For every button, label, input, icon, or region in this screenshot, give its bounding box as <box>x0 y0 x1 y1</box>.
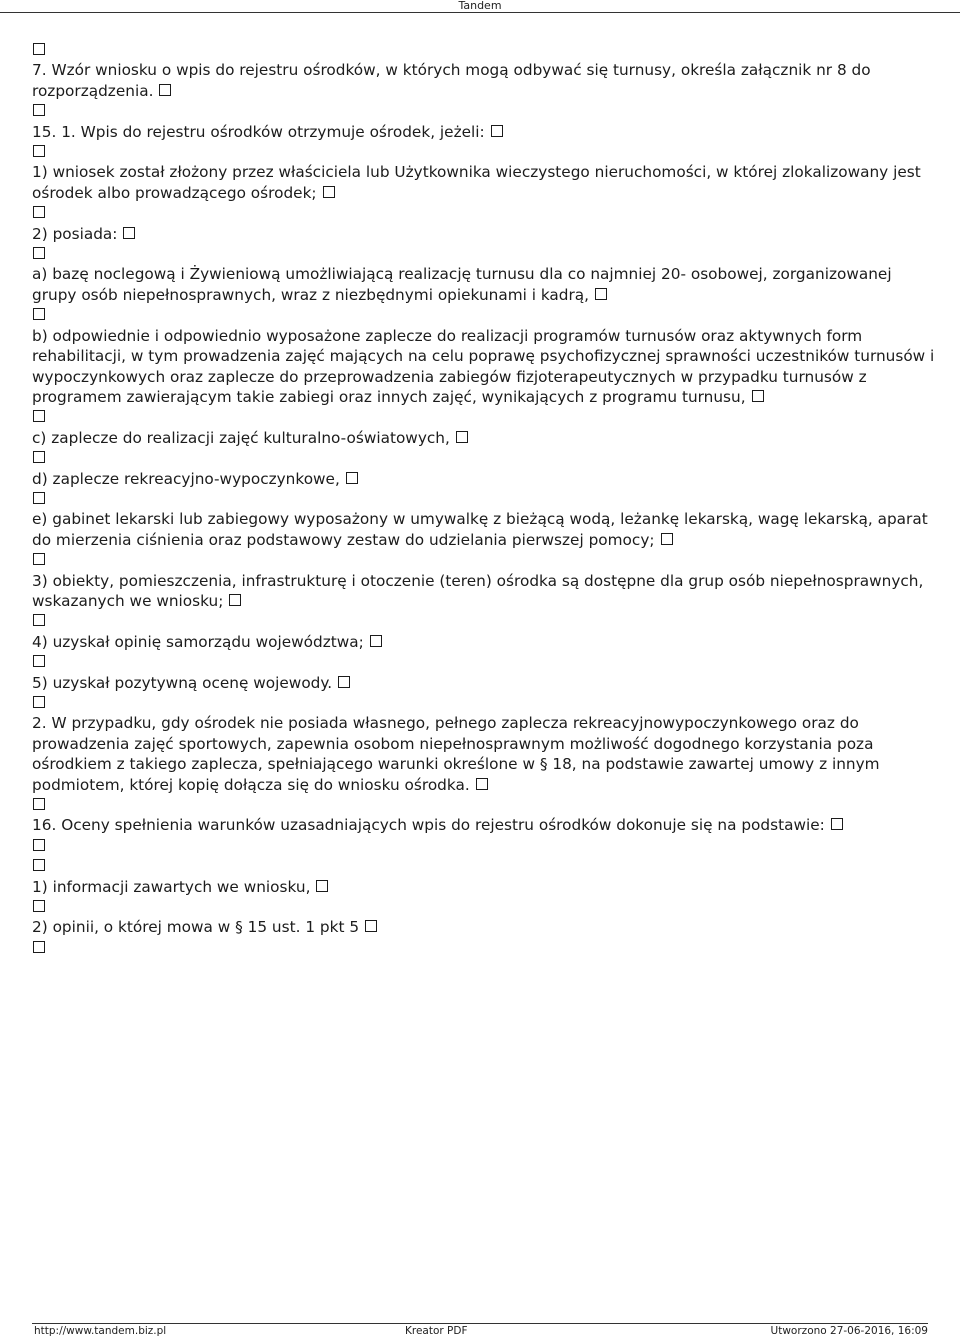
paragraph-text: 2) opinii, o której mowa w § 15 ust. 1 pkt 5 <box>32 918 360 937</box>
footer-created-date: Utworzono 27-06-2016, 16:09 <box>770 1325 928 1337</box>
paragraph-text: c) zaplecze do realizacji zajęć kulturalno-oświatowych, <box>32 428 450 447</box>
empty-square-icon <box>831 818 843 830</box>
empty-square-icon <box>33 104 45 116</box>
document-body <box>32 40 938 958</box>
empty-square-icon <box>33 145 45 157</box>
paragraph <box>32 469 938 489</box>
placeholder-line <box>32 203 938 223</box>
empty-square-icon <box>229 594 241 606</box>
empty-square-icon <box>33 247 45 259</box>
paragraph <box>32 877 938 897</box>
paragraph <box>32 326 938 408</box>
placeholder-line <box>32 550 938 570</box>
paragraph-text: 3) obiekty, pomieszczenia, infrastrukturę i otoczenie (teren) ośrodka są dostępne dla grup osób niepełnosprawnych, wskazanych we wniosku; <box>32 571 924 610</box>
placeholder-line <box>32 897 938 917</box>
empty-square-icon <box>123 227 135 239</box>
placeholder-line <box>32 611 938 631</box>
paragraph-text: b) odpowiednie i odpowiednio wyposażone zaplecze do realizacji programów turnusów oraz aktywnych form rehabilitacji, w tym prowadzenia zajęć mających na celu poprawę psychofizycznej sprawności uczestników turnusów i wypoczynkowych oraz zaplecze do przeprowadzenia zabiegów fizjoterapeutycznych w przypadku turnusów z programem zawierającym takie zabiegi oraz innych zajęć, wynikających z programu turnusu, <box>32 326 935 406</box>
placeholder-line <box>32 795 938 815</box>
paragraph <box>32 60 938 101</box>
page-header: Tandem <box>458 0 502 12</box>
empty-square-icon <box>33 308 45 320</box>
empty-square-icon <box>316 880 328 892</box>
paragraph <box>32 428 938 448</box>
empty-square-icon <box>476 778 488 790</box>
paragraph <box>32 632 938 652</box>
empty-square-icon <box>661 533 673 545</box>
paragraph-text: 7. Wzór wniosku o wpis do rejestru ośrodków, w których mogą odbywać się turnusy, określa załącznik nr 8 do rozporządzenia. <box>32 61 871 100</box>
empty-square-icon <box>33 900 45 912</box>
paragraph-text: 4) uzyskał opinię samorządu województwa; <box>32 632 364 651</box>
empty-square-icon <box>33 492 45 504</box>
paragraph-text: 15. 1. Wpis do rejestru ośrodków otrzymuje ośrodek, jeżeli: <box>32 122 485 141</box>
paragraph <box>32 673 938 693</box>
empty-square-icon <box>491 125 503 137</box>
paragraph-text: 2. W przypadku, gdy ośrodek nie posiada własnego, pełnego zaplecza rekreacyjnowypoczynkowego oraz do prowadzenia zajęć sportowych, zapewnia osobom niepełnosprawnym możliwość dogodnego korzystania poza ośrodkiem z takiego zaplecza, spełniającego warunki określone w § 18, na podstawie zawartej umowy z innym podmiotem, której kopię dołącza się do wniosku ośrodka. <box>32 714 880 794</box>
empty-square-icon <box>33 206 45 218</box>
placeholder-line <box>32 101 938 121</box>
empty-square-icon <box>33 410 45 422</box>
paragraph <box>32 264 938 305</box>
paragraph <box>32 122 938 142</box>
placeholder-line <box>32 856 938 876</box>
empty-square-icon <box>595 288 607 300</box>
placeholder-line <box>32 836 938 856</box>
empty-square-icon <box>365 920 377 932</box>
paragraph-text: 5) uzyskał pozytywną ocenę wojewody. <box>32 673 333 692</box>
placeholder-line <box>32 448 938 468</box>
empty-square-icon <box>346 472 358 484</box>
empty-square-icon <box>33 43 45 55</box>
empty-square-icon <box>370 635 382 647</box>
empty-square-icon <box>33 941 45 953</box>
empty-square-icon <box>33 696 45 708</box>
paragraph-text: e) gabinet lekarski lub zabiegowy wyposażony w umywalkę z bieżącą wodą, leżankę lekarską, wagę lekarską, aparat do mierzenia ciśnienia oraz podstawowy zestaw do udzielania pierwszej pomocy; <box>32 510 928 549</box>
paragraph <box>32 509 938 550</box>
paragraph <box>32 713 938 795</box>
footer-url[interactable]: http://www.tandem.biz.pl <box>34 1325 167 1337</box>
empty-square-icon <box>338 676 350 688</box>
paragraph <box>32 224 938 244</box>
paragraph <box>32 815 938 835</box>
paragraph-text: 1) informacji zawartych we wniosku, <box>32 877 311 896</box>
paragraph-text: a) bazę noclegową i Żywieniową umożliwiającą realizację turnusu dla co najmniej 20- osobowej, zorganizowanej grupy osób niepełnosprawnych, wraz z niezbędnymi opiekunami i kadrą, <box>32 265 892 304</box>
paragraph-text: 16. Oceny spełnienia warunków uzasadniających wpis do rejestru ośrodków dokonuje się na podstawie: <box>32 816 825 835</box>
empty-square-icon <box>159 84 171 96</box>
placeholder-line <box>32 652 938 672</box>
empty-square-icon <box>456 431 468 443</box>
placeholder-line <box>32 938 938 958</box>
empty-square-icon <box>33 614 45 626</box>
paragraph-text: d) zaplecze rekreacyjno-wypoczynkowe, <box>32 469 340 488</box>
empty-square-icon <box>33 859 45 871</box>
empty-square-icon <box>323 186 335 198</box>
placeholder-line <box>32 40 938 60</box>
empty-square-icon <box>33 839 45 851</box>
paragraph <box>32 162 938 203</box>
placeholder-line <box>32 142 938 162</box>
placeholder-line <box>32 693 938 713</box>
paragraph <box>32 571 938 612</box>
paragraph <box>32 917 938 937</box>
footer-divider <box>32 1323 928 1324</box>
paragraph-text: 1) wniosek został złożony przez właściciela lub Użytkownika wieczystego nieruchomości, w której zlokalizowany jest ośrodek albo prowadzącego ośrodek; <box>32 163 921 202</box>
placeholder-line <box>32 407 938 427</box>
placeholder-line <box>32 244 938 264</box>
page-footer <box>32 1325 928 1338</box>
empty-square-icon <box>33 798 45 810</box>
empty-square-icon <box>33 553 45 565</box>
empty-square-icon <box>33 655 45 667</box>
placeholder-line <box>32 305 938 325</box>
empty-square-icon <box>752 390 764 402</box>
empty-square-icon <box>33 451 45 463</box>
footer-creator: Kreator PDF <box>405 1325 468 1337</box>
paragraph-text: 2) posiada: <box>32 224 118 243</box>
header-divider <box>0 12 960 13</box>
placeholder-line <box>32 489 938 509</box>
